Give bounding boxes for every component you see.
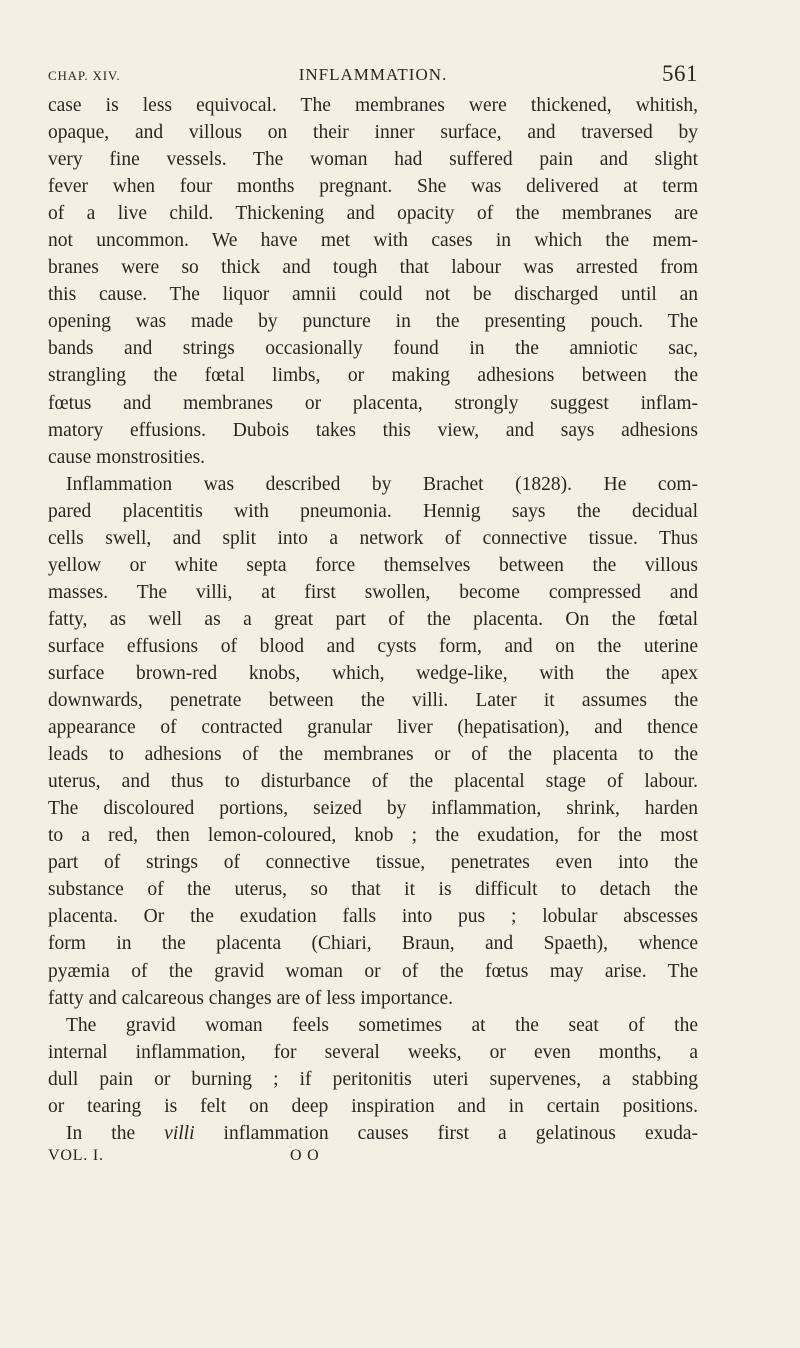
chapter-label: CHAP. XIV. xyxy=(48,68,121,83)
text-line: appearance of contracted granular liver (hepatisation), and thence xyxy=(48,717,698,739)
italic-term: villi xyxy=(164,1122,195,1144)
text-line: strangling the fœtal limbs, or making adhesions between the xyxy=(48,365,698,387)
text-line: leads to adhesions of the membranes or of the placenta to the xyxy=(48,744,698,766)
text-line xyxy=(48,1120,698,1147)
paragraph xyxy=(48,1120,698,1147)
text-line: uterus, and thus to disturbance of the placental stage of labour. xyxy=(48,771,698,793)
text-line: The gravid woman feels sometimes at the seat of the xyxy=(66,1014,698,1036)
text-line: surface brown-red knobs, which, wedge-like, with the apex xyxy=(48,662,698,684)
text-line: pyæmia of the gravid woman or of the fœtus may arise. The xyxy=(48,960,698,982)
section-title: INFLAMMATION. xyxy=(298,65,448,84)
text-line: fatty, as well as a great part of the placenta. On the fœtal xyxy=(48,608,698,630)
text-line: downwards, penetrate between the villi. Later it assumes the xyxy=(48,690,698,712)
paragraph xyxy=(48,92,698,471)
body-text xyxy=(48,92,698,1147)
text-line: to a red, then lemon-coloured, knob ; the exudation, for the most xyxy=(48,825,698,847)
text-fragment: In the xyxy=(66,1122,136,1144)
text-line: this cause. The liquor amnii could not be discharged until an xyxy=(48,284,698,306)
text-line: cause monstrosities. xyxy=(48,446,206,468)
text-line: or tearing is felt on deep inspiration and in certain positions. xyxy=(48,1095,698,1117)
page-number: 561 xyxy=(662,61,698,86)
text-line: pared placentitis with pneumonia. Hennig says the decidual xyxy=(48,500,698,522)
text-fragment: inflammation causes first a gelatinous exuda- xyxy=(223,1122,698,1144)
text-line: bands and strings occasionally found in the amniotic sac, xyxy=(48,338,698,360)
text-line: The discoloured portions, seized by inflammation, shrink, harden xyxy=(48,798,698,820)
text-line: placenta. Or the exudation falls into pus ; lobular abscesses xyxy=(48,906,698,928)
text-line: surface effusions of blood and cysts form, and on the uterine xyxy=(48,635,698,657)
text-line: internal inflammation, for several weeks, or even months, a xyxy=(48,1041,698,1063)
book-page xyxy=(48,62,698,1175)
text-line: opaque, and villous on their inner surface, and traversed by xyxy=(48,122,698,144)
running-head xyxy=(48,62,698,92)
text-line: of a live child. Thickening and opacity of the membranes are xyxy=(48,203,698,225)
text-line: Inflammation was described by Brachet (1828). He com- xyxy=(66,473,698,495)
text-line: opening was made by puncture in the presenting pouch. The xyxy=(48,311,698,333)
text-line: cells swell, and split into a network of connective tissue. Thus xyxy=(48,527,698,549)
text-line: dull pain or burning ; if peritonitis uteri supervenes, a stabbing xyxy=(48,1068,698,1090)
text-line: fatty and calcareous changes are of less importance. xyxy=(48,987,453,1009)
text-line: part of strings of connective tissue, penetrates even into the xyxy=(48,852,698,874)
text-line: very fine vessels. The woman had suffered pain and slight xyxy=(48,149,698,171)
paragraph xyxy=(48,471,698,1012)
text-line: branes were so thick and tough that labour was arrested from xyxy=(48,257,698,279)
text-line: not uncommon. We have met with cases in which the mem- xyxy=(48,230,698,252)
page-footer xyxy=(48,1147,698,1175)
text-line: substance of the uterus, so that it is difficult to detach the xyxy=(48,879,698,901)
text-line: matory effusions. Dubois takes this view, and says adhesions xyxy=(48,419,698,441)
text-line: fever when four months pregnant. She was delivered at term xyxy=(48,176,698,198)
signature-mark: O O xyxy=(290,1146,320,1164)
text-line: form in the placenta (Chiari, Braun, and Spaeth), whence xyxy=(48,933,698,955)
text-line: yellow or white septa force themselves between the villous xyxy=(48,554,698,576)
paragraph xyxy=(48,1012,698,1120)
text-line: case is less equivocal. The membranes were thickened, whitish, xyxy=(48,95,698,116)
text-line: fœtus and membranes or placenta, strongly suggest inflam- xyxy=(48,392,698,414)
volume-label: VOL. I. xyxy=(48,1146,104,1164)
text-line: masses. The villi, at first swollen, become compressed and xyxy=(48,581,698,603)
